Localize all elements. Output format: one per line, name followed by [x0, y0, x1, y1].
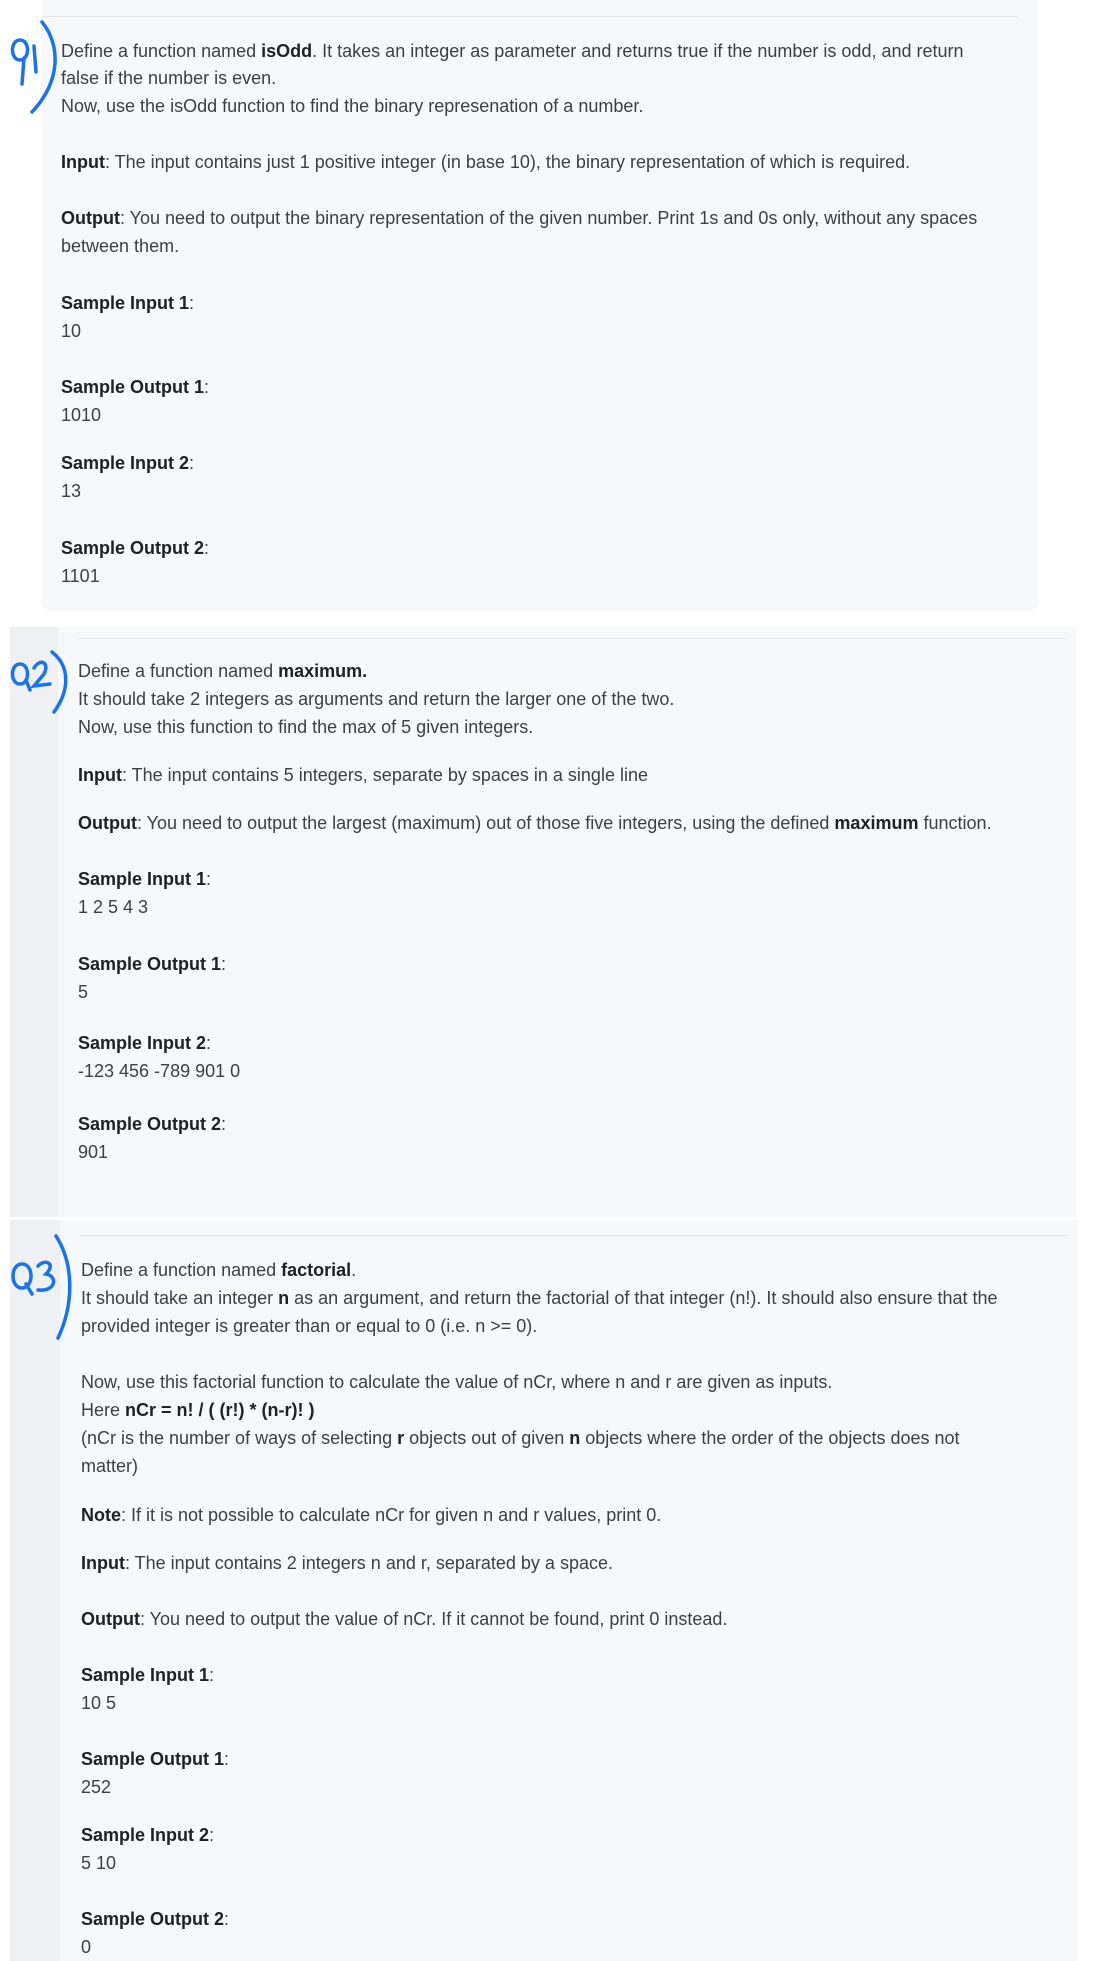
q1-sample-output-2-value: 1101	[61, 566, 100, 586]
q1-output-description-line-2: between them.	[61, 236, 180, 256]
divider	[78, 638, 1066, 639]
q1-sample-output-2-label: Sample Output 2:	[61, 538, 210, 558]
q3-sample-output-2-value: 0	[81, 1937, 92, 1957]
divider	[42, 16, 1018, 17]
q3-usage-text: Now, use this factorial function to calculate the value of nCr, where n and r are given as inputs.	[81, 1372, 833, 1392]
q2-sample-output-1-value: 5	[78, 982, 89, 1002]
q3-function-name: factorial	[281, 1260, 352, 1280]
q1-sample-output-1-value: 1010	[61, 405, 102, 425]
q2-sample-output-2-label: Sample Output 2:	[78, 1114, 227, 1134]
q1-sample-input-2-value: 13	[61, 481, 82, 501]
q3-sample-output-1-value: 252	[81, 1777, 112, 1797]
q3-formula-line: Here nCr = n! / ( (r!) * (n-r)! )	[81, 1400, 315, 1420]
q2-handwritten-marker	[8, 650, 72, 720]
q3-sample-output-2-label: Sample Output 2:	[81, 1909, 230, 1929]
q2-function-name: maximum.	[278, 661, 368, 681]
q1-usage-text: Now, use the isOdd function to find the binary represenation of a number.	[61, 96, 644, 116]
q1-sample-input-2-label: Sample Input 2:	[61, 453, 195, 473]
q1-sample-output-1-label: Sample Output 1:	[61, 377, 210, 397]
q3-input-description: Input: The input contains 2 integers n and r, separated by a space.	[81, 1553, 613, 1573]
q3-definition-line-2: It should take an integer n as an argument, and return the factorial of that integer (n!). It should also ensure that the	[81, 1288, 998, 1308]
q3-handwritten-marker	[8, 1234, 74, 1340]
divider	[80, 1235, 1068, 1236]
q2-sample-output-1-label: Sample Output 1:	[78, 954, 227, 974]
q3-output-description: Output: You need to output the value of nCr. If it cannot be found, print 0 instead.	[81, 1609, 728, 1629]
q2-sample-input-1-value: 1 2 5 4 3	[78, 897, 149, 917]
q3-definition-line-1: Define a function named factorial.	[81, 1260, 357, 1280]
q3-definition-line-3: provided integer is greater than or equal to 0 (i.e. n >= 0).	[81, 1316, 538, 1336]
q3-sample-input-2-value: 5 10	[81, 1853, 117, 1873]
q3-note: Note: If it is not possible to calculate nCr for given n and r values, print 0.	[81, 1505, 662, 1525]
q2-sample-input-2-value: -123 456 -789 901 0	[78, 1061, 241, 1081]
q1-input-description: Input: The input contains just 1 positive integer (in base 10), the binary representation of which is required.	[61, 152, 911, 172]
q3-formula: nCr = n! / ( (r!) * (n-r)! )	[125, 1400, 315, 1420]
q2-sample-output-2-value: 901	[78, 1142, 109, 1162]
q3-sample-output-1-label: Sample Output 1:	[81, 1749, 230, 1769]
q2-input-description: Input: The input contains 5 integers, separate by spaces in a single line	[78, 765, 648, 785]
q2-definition-line-2: It should take 2 integers as arguments and return the larger one of the two.	[78, 689, 675, 709]
q2-usage-text: Now, use this function to find the max of 5 given integers.	[78, 717, 534, 737]
q3-explanation-line-1: (nCr is the number of ways of selecting r objects out of given n objects where the order of the objects does not	[81, 1428, 960, 1448]
q3-sample-input-1-label: Sample Input 1:	[81, 1665, 215, 1685]
q2-sample-input-2-label: Sample Input 2:	[78, 1033, 212, 1053]
q2-output-description: Output: You need to output the largest (maximum) out of those five integers, using the defined maximum function.	[78, 813, 992, 833]
q1-handwritten-marker	[6, 20, 62, 120]
q3-explanation-line-2: matter)	[81, 1456, 139, 1476]
q1-function-name: isOdd	[261, 41, 313, 61]
q3-sample-input-1-value: 10 5	[81, 1693, 117, 1713]
q3-sample-input-2-label: Sample Input 2:	[81, 1825, 215, 1845]
q1-definition-line-1: Define a function named isOdd. It takes an integer as parameter and returns true if the number is odd, and return	[61, 41, 964, 61]
q2-definition-line-1: Define a function named maximum.	[78, 661, 368, 681]
q2-sample-input-1-label: Sample Input 1:	[78, 869, 212, 889]
q1-sample-input-1-value: 10	[61, 321, 82, 341]
q1-definition-line-2: false if the number is even.	[61, 68, 277, 88]
q1-sample-input-1-label: Sample Input 1:	[61, 293, 195, 313]
q1-output-description-line-1: Output: You need to output the binary representation of the given number. Print 1s and 0s only, without any spaces	[61, 208, 978, 228]
